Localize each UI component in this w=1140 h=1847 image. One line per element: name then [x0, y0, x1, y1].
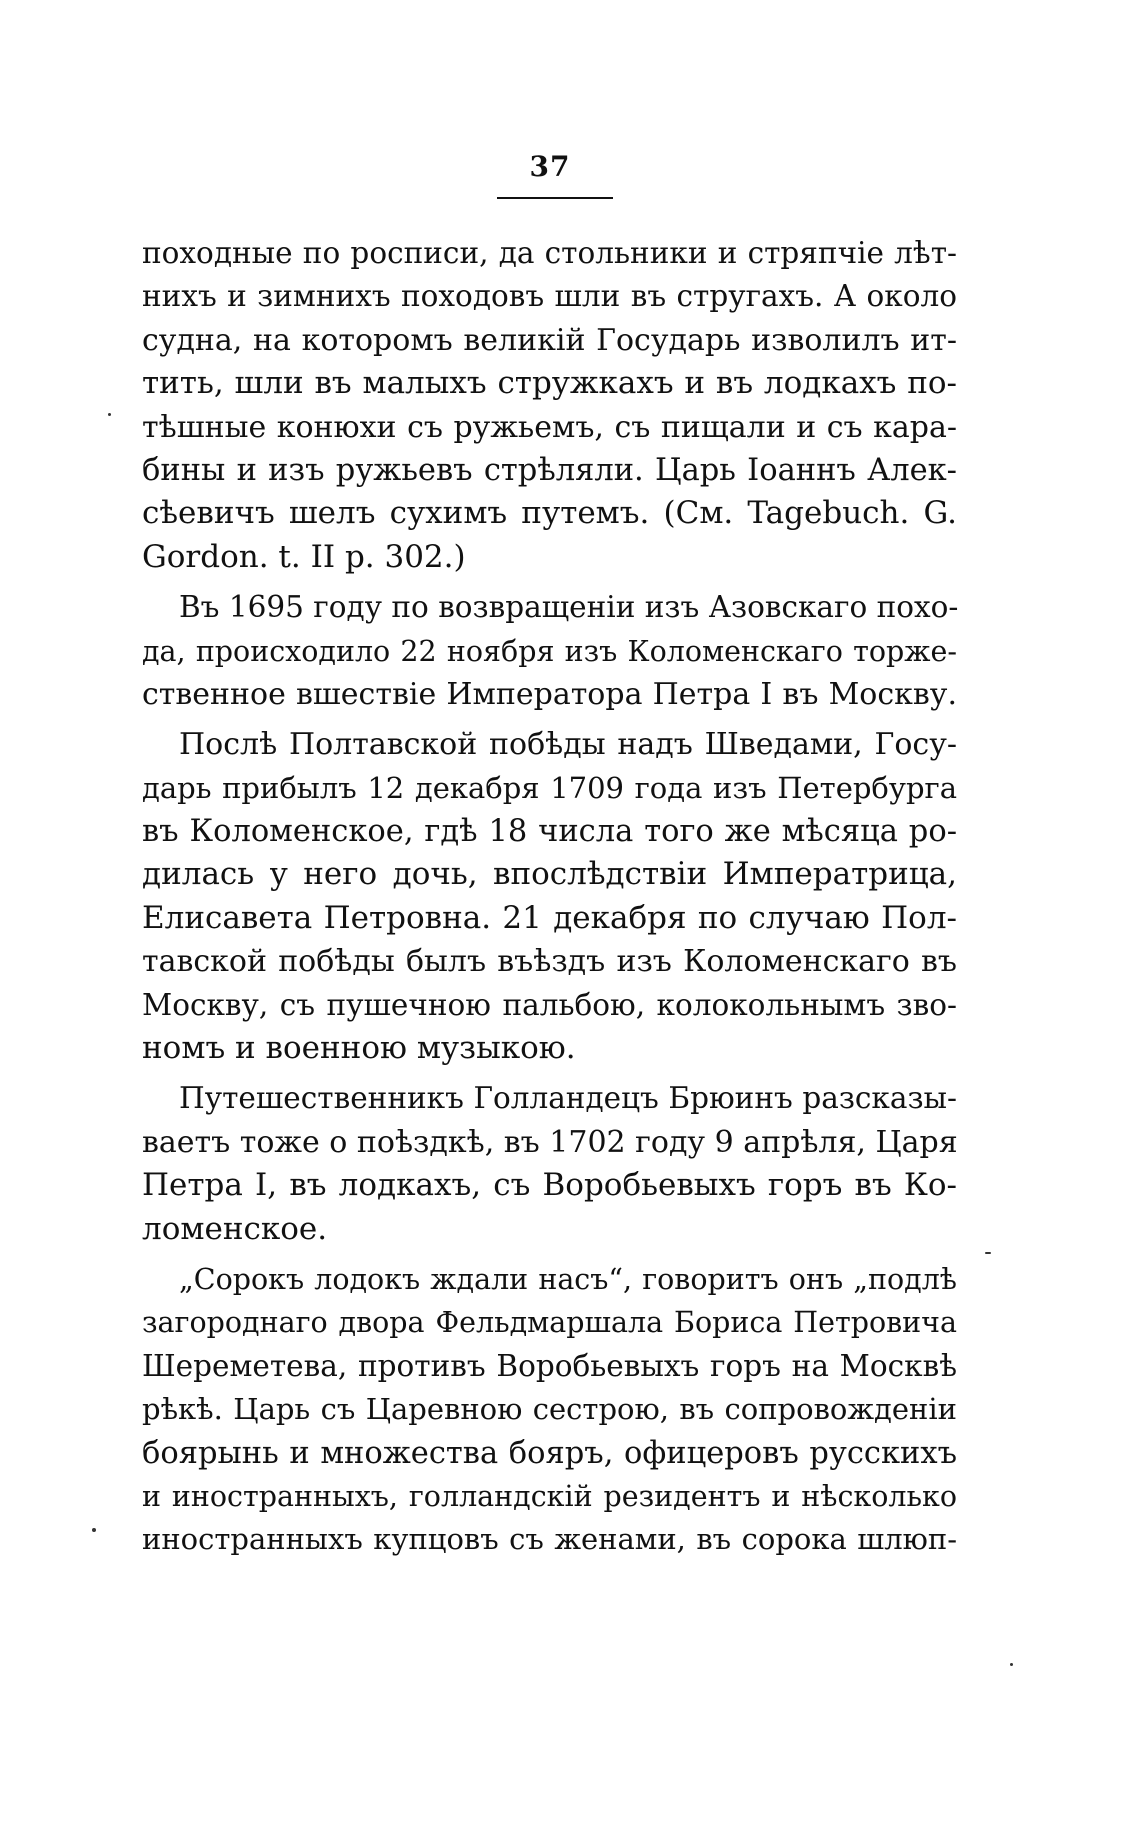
- text-line: Путешественникъ Голландецъ Брюинъ разсказы-: [179, 1081, 957, 1116]
- text-line: Шереметева, противъ Воробьевыхъ горъ на Москвѣ: [142, 1348, 957, 1383]
- text-line: Послѣ Полтавской побѣды надъ Шведами, Госу-: [179, 727, 957, 763]
- text-line: Gordon. t. II p. 302.): [142, 538, 466, 575]
- header-rule: [497, 197, 613, 199]
- text-line: дарь прибылъ 12 декабря 1709 года изъ Петербурга: [142, 770, 957, 805]
- scan-speck: [1010, 1663, 1013, 1666]
- paragraph: [142, 1077, 957, 1251]
- paragraph: [142, 723, 957, 1070]
- text-line: боярынь и множества бояръ, офицеровъ русскихъ: [142, 1435, 957, 1471]
- text-line: ваетъ тоже о поѣздкѣ, въ 1702 году 9 апрѣля, Царя: [142, 1124, 958, 1160]
- text-line: судна, на которомъ великій Государь изволилъ ит-: [142, 322, 957, 358]
- text-line: Москву, съ пушечною пальбою, колокольнымъ зво-: [142, 987, 957, 1022]
- text-line: ломенское.: [142, 1210, 328, 1247]
- text-line: Въ 1695 году по возвращеніи изъ Азовскаго похо-: [179, 590, 959, 625]
- text-line: въ Коломенское, гдѣ 18 числа того же мѣсяца ро-: [142, 814, 957, 850]
- text-line: загороднаго двора Фельдмаршала Бориса Петровича: [142, 1306, 957, 1340]
- text-line: да, происходило 22 ноября изъ Коломенскаго торже-: [142, 634, 957, 668]
- body-text: [142, 232, 957, 1562]
- text-line: нихъ и зимнихъ походовъ шли въ стругахъ. А около: [142, 279, 957, 314]
- page-number: 37: [529, 150, 571, 183]
- paragraph: [142, 232, 957, 579]
- scan-speck: [985, 1252, 991, 1254]
- text-line: Елисавета Петровна. 21 декабря по случаю Пол-: [142, 899, 957, 936]
- text-line: сѣевичъ шелъ сухимъ путемъ. (См. Tagebuch. G.: [142, 495, 957, 532]
- scan-speck: [108, 413, 111, 416]
- text-line: дилась у него дочь, впослѣдствіи Императрица,: [142, 856, 957, 893]
- text-line: иностранныхъ купцовъ съ женами, въ сорока шлюп-: [142, 1522, 957, 1557]
- text-line: тить, шли въ малыхъ стружкахъ и въ лодкахъ по-: [142, 365, 957, 402]
- text-line: тѣшные конюхи съ ружьемъ, съ пищали и съ кара-: [142, 409, 957, 445]
- text-line: рѣкѣ. Царь съ Царевною сестрою, въ сопровожденіи: [142, 1392, 957, 1427]
- text-line: „Сорокъ лодокъ ждали насъ“, говоритъ онъ „подлѣ: [179, 1262, 957, 1296]
- text-line: и иностранныхъ, голландскій резидентъ и нѣсколько: [142, 1479, 957, 1513]
- text-line: тавской побѣды былъ въѣздъ изъ Коломенскаго въ: [142, 944, 957, 980]
- paragraph: [142, 586, 957, 716]
- text-line: походные по росписи, да стольники и стряпчіе лѣт-: [142, 236, 957, 270]
- text-line: Петра I, въ лодкахъ, съ Воробьевыхъ горъ въ Ко-: [142, 1167, 957, 1204]
- text-line: бины и изъ ружьевъ стрѣляли. Царь Іоаннъ Алек-: [142, 452, 957, 488]
- paragraph: [142, 1258, 957, 1562]
- text-line: ственное вшествіе Императора Петра I въ Москву.: [142, 676, 957, 712]
- text-line: номъ и военною музыкою.: [142, 1030, 576, 1067]
- scan-speck: [92, 1528, 96, 1532]
